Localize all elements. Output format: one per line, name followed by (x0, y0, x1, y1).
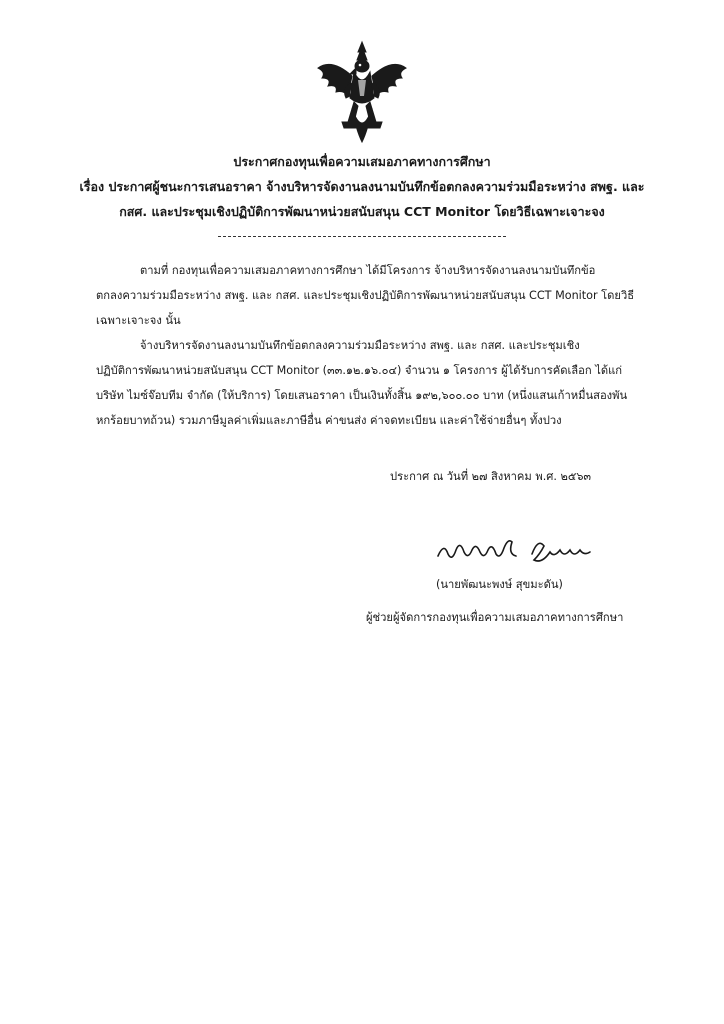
handwritten-signature (434, 532, 594, 568)
paragraph-line: จ้างบริหารจัดงานลงนามบันทึกข้อตกลงความร่วมมือระหว่าง สพฐ. และ กสศ. และประชุมเชิง (140, 339, 580, 352)
document-title: ประกาศกองทุนเพื่อความเสมอภาคทางการศึกษา (233, 154, 491, 169)
document-subject-line-2: กสศ. และประชุมเชิงปฏิบัติการพัฒนาหน่วยสนับสนุน CCT Monitor โดยวิธีเฉพาะเจาะจง (119, 204, 605, 219)
paragraph-line: ปฏิบัติการพัฒนาหน่วยสนับสนุน CCT Monitor (๓๓.๑๒.๑๖.๐๔) จำนวน ๑ โครงการ ผู้ได้รับการคัดเลือก ได้แก่ (96, 364, 623, 377)
paragraph-line: เฉพาะเจาะจง นั้น (96, 314, 181, 327)
announcement-date: ประกาศ ณ วันที่ ๒๗ สิงหาคม พ.ศ. ๒๕๖๓ (390, 470, 592, 483)
paragraph-line: ตามที่ กองทุนเพื่อความเสมอภาคทางการศึกษา ได้มีโครงการ จ้างบริหารจัดงานลงนามบันทึกข้อ (140, 264, 596, 277)
title-divider (218, 236, 506, 237)
paragraph-award (96, 333, 644, 433)
document-subject-line-1: เรื่อง ประกาศผู้ชนะการเสนอราคา จ้างบริหารจัดงานลงนามบันทึกข้อตกลงความร่วมมือระหว่าง สพฐ. และ (79, 179, 645, 194)
signer-name: (นายพัฒนะพงษ์ สุขมะดัน) (436, 578, 563, 591)
signer-position: ผู้ช่วยผู้จัดการกองทุนเพื่อความเสมอภาคทางการศึกษา (366, 611, 624, 624)
paragraph-line: หกร้อยบาทถ้วน) รวมภาษีมูลค่าเพิ่มและภาษีอื่น ค่าขนส่ง ค่าจดทะเบียน และค่าใช้จ่ายอื่นๆ ทั้งปวง (96, 414, 562, 427)
paragraph-background (96, 258, 644, 333)
paragraph-line: ตกลงความร่วมมือระหว่าง สพฐ. และ กสศ. และประชุมเชิงปฏิบัติการพัฒนาหน่วยสนับสนุน CCT Monitor โดยวิธี (96, 289, 635, 302)
paragraph-line: บริษัท ไมซ์จ๊อบทีม จำกัด (ให้บริการ) โดยเสนอราคา เป็นเงินทั้งสิ้น ๑๙๒,๖๐๐.๐๐ บาท (หนึ่งแสนเก้าหมื่นสองพัน (96, 389, 628, 402)
garuda-emblem-icon (312, 38, 412, 148)
